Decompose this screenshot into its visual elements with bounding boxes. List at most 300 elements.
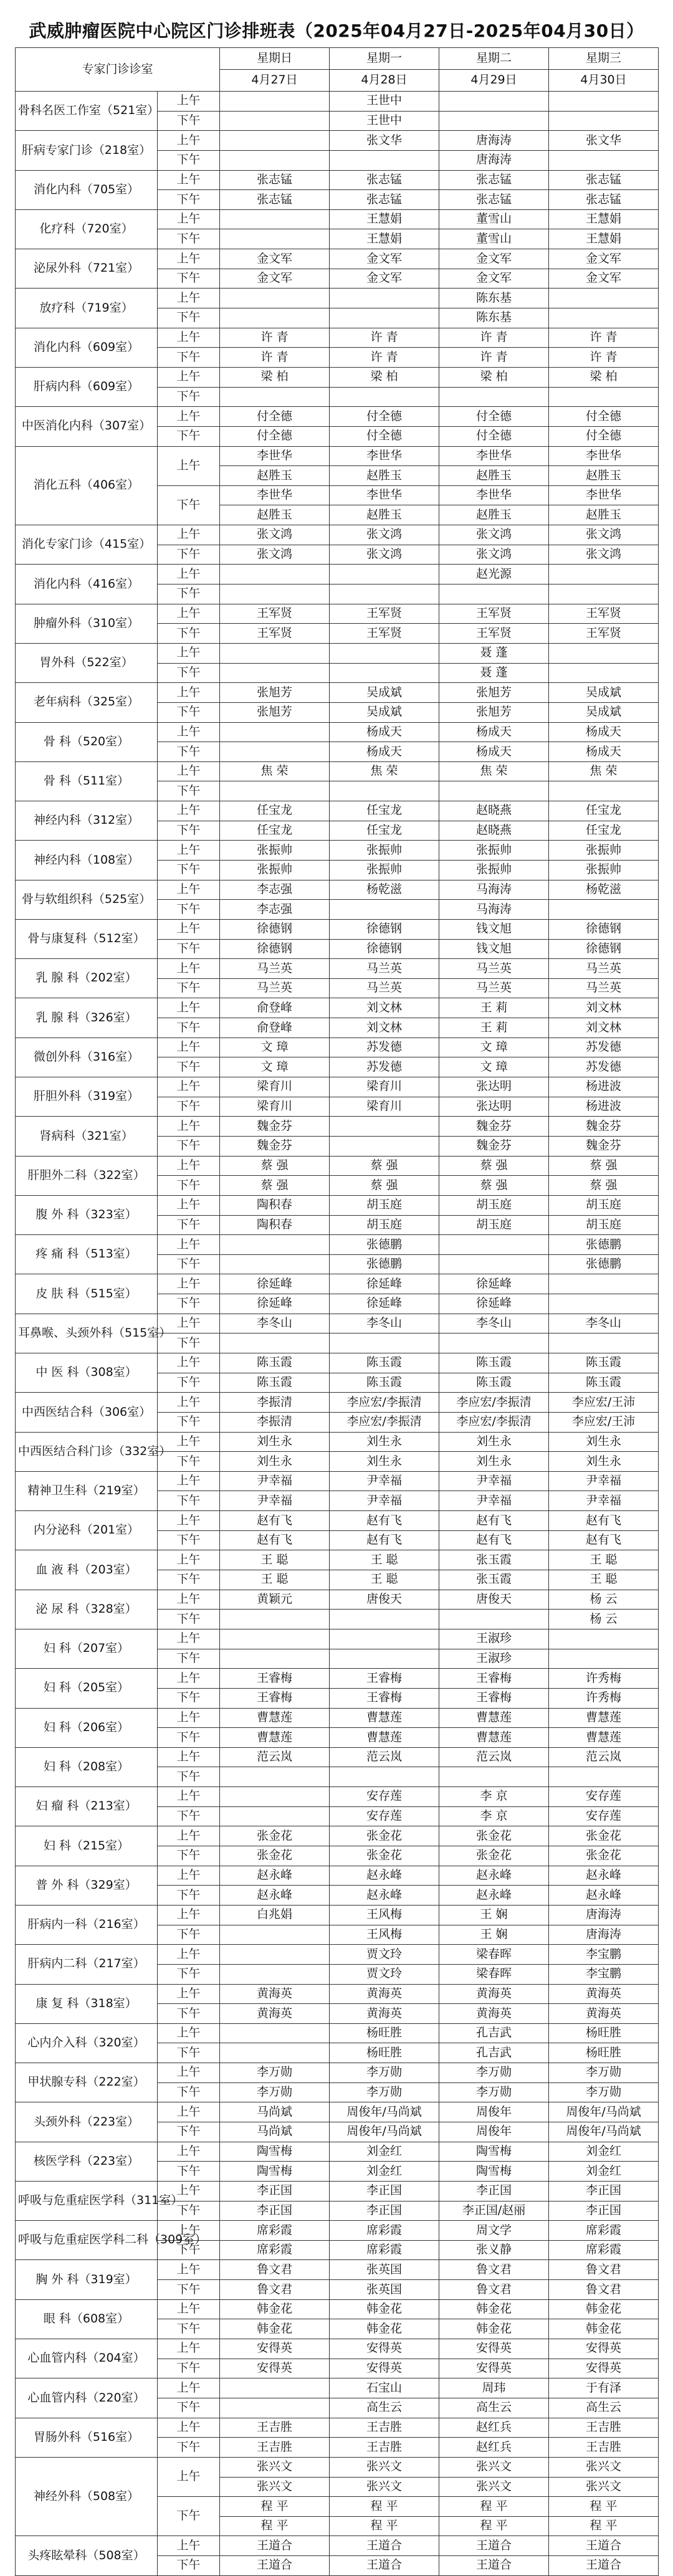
doctor-cell: 张振帅	[330, 860, 439, 880]
doctor-cell: 尹幸福	[330, 1471, 439, 1491]
doctor-cell: 周俊年/马尚斌	[330, 2102, 439, 2122]
department-name: 骨与软组织科（525室）	[16, 880, 158, 919]
doctor-cell: 梁育川	[330, 1077, 439, 1097]
doctor-cell	[220, 565, 330, 584]
doctor-cell	[439, 1254, 549, 1274]
session-label: 下午	[158, 1491, 220, 1511]
session-label: 上午	[158, 1156, 220, 1176]
doctor-cell: 陈玉霞	[220, 1373, 330, 1393]
doctor-cell: 李世华	[220, 446, 330, 466]
session-label: 上午	[158, 367, 220, 387]
doctor-cell: 尹幸福	[549, 1471, 659, 1491]
doctor-cell: 焦 荣	[330, 761, 439, 781]
doctor-cell: 王 聪	[330, 1550, 439, 1570]
session-label: 上午	[158, 1984, 220, 2004]
doctor-cell: 胡玉庭	[549, 1195, 659, 1215]
doctor-cell: 李正国/赵丽	[439, 2201, 549, 2221]
session-label: 上午	[158, 2102, 220, 2122]
doctor-cell: 唐海涛	[439, 150, 549, 170]
doctor-cell: 杨乾滋	[330, 880, 439, 900]
session-label: 下午	[158, 1333, 220, 1353]
doctor-cell: 陈玉霞	[330, 1353, 439, 1373]
doctor-cell	[439, 92, 549, 112]
doctor-cell: 曹慧莲	[330, 1728, 439, 1748]
session-label: 上午	[158, 722, 220, 742]
doctor-cell: 王道合	[220, 2556, 330, 2576]
doctor-cell: 黄海英	[330, 1984, 439, 2004]
doctor-cell	[220, 2378, 330, 2398]
doctor-cell: 李应宏/李振清	[439, 1412, 549, 1432]
doctor-cell: 魏金芬	[549, 1117, 659, 1137]
schedule-row	[16, 1117, 659, 1137]
doctor-cell: 梁育川	[330, 1097, 439, 1117]
doctor-cell: 尹幸福	[220, 1491, 330, 1511]
session-label: 下午	[158, 1057, 220, 1077]
doctor-cell: 金文军	[549, 249, 659, 269]
doctor-cell: 胡玉庭	[330, 1195, 439, 1215]
doctor-cell: 张文鸿	[549, 525, 659, 545]
doctor-cell: 张金花	[549, 1846, 659, 1866]
schedule-row	[16, 1077, 659, 1097]
doctor-cell: 徐德钢	[220, 939, 330, 959]
schedule-row	[16, 1156, 659, 1176]
doctor-cell	[330, 387, 439, 407]
doctor-cell: 王道合	[439, 2536, 549, 2556]
doctor-cell: 赵永峰	[439, 1886, 549, 1906]
doctor-cell: 赵永峰	[220, 1886, 330, 1906]
session-label: 下午	[158, 1176, 220, 1196]
doctor-cell	[549, 584, 659, 604]
department-name: 肝病内一科（216室）	[16, 1905, 158, 1944]
doctor-cell	[330, 1767, 439, 1787]
doctor-cell	[549, 1333, 659, 1353]
schedule-row	[16, 170, 659, 190]
doctor-cell: 文 璋	[439, 1038, 549, 1057]
doctor-cell: 尹幸福	[549, 1491, 659, 1511]
doctor-cell	[220, 742, 330, 762]
session-label: 上午	[158, 1866, 220, 1886]
doctor-cell	[220, 1235, 330, 1255]
session-label: 上午	[158, 2260, 220, 2280]
doctor-cell: 陶雪梅	[439, 2162, 549, 2182]
doctor-cell: 王睿梅	[439, 1688, 549, 1708]
doctor-cell: 许 青	[439, 348, 549, 368]
doctor-cell: 梁 柏	[330, 367, 439, 387]
schedule-row	[16, 1905, 659, 1925]
session-label: 上午	[158, 1511, 220, 1531]
doctor-cell: 马兰英	[330, 978, 439, 998]
doctor-cell: 张兴文	[330, 2477, 439, 2497]
session-label: 上午	[158, 1629, 220, 1649]
schedule-row	[16, 2181, 659, 2201]
department-name: 心血管内科（204室）	[16, 2339, 158, 2378]
session-label: 下午	[158, 111, 220, 131]
schedule-row	[16, 998, 659, 1018]
doctor-cell: 吴成斌	[549, 702, 659, 722]
doctor-cell: 王 莉	[439, 1018, 549, 1038]
doctor-cell: 高生云	[330, 2398, 439, 2418]
schedule-row	[16, 525, 659, 545]
doctor-cell: 王睿梅	[220, 1688, 330, 1708]
doctor-cell: 王 娴	[439, 1925, 549, 1945]
header-date: 4月30日	[549, 70, 659, 92]
doctor-cell: 许 青	[330, 348, 439, 368]
doctor-cell: 张金花	[220, 1846, 330, 1866]
session-label: 上午	[158, 446, 220, 485]
schedule-row	[16, 2142, 659, 2162]
doctor-cell: 蔡 强	[330, 1176, 439, 1196]
doctor-cell: 杨旺胜	[549, 2023, 659, 2043]
doctor-cell: 曹慧莲	[220, 1728, 330, 1748]
doctor-cell: 张兴文	[439, 2457, 549, 2477]
department-name: 甲状腺专科（222室）	[16, 2063, 158, 2102]
doctor-cell: 张德鹏	[549, 1254, 659, 1274]
doctor-cell: 刘生永	[220, 1432, 330, 1452]
session-label: 下午	[158, 2319, 220, 2339]
doctor-cell: 曹慧莲	[439, 1728, 549, 1748]
session-label: 上午	[158, 2418, 220, 2438]
session-label: 上午	[158, 1195, 220, 1215]
doctor-cell: 王军贤	[439, 604, 549, 624]
schedule-row	[16, 683, 659, 703]
doctor-cell: 付全德	[220, 407, 330, 427]
doctor-cell: 赵有飞	[549, 1530, 659, 1550]
doctor-cell: 安得英	[439, 2359, 549, 2378]
doctor-cell: 王风梅	[330, 1925, 439, 1945]
doctor-cell: 徐延峰	[439, 1274, 549, 1294]
department-name: 血 液 科（203室）	[16, 1550, 158, 1590]
doctor-cell: 马尚斌	[220, 2102, 330, 2122]
doctor-cell: 陶雪梅	[220, 2142, 330, 2162]
schedule-row	[16, 1708, 659, 1728]
schedule-row	[16, 407, 659, 427]
doctor-cell: 徐德钢	[220, 919, 330, 939]
doctor-cell: 杨成天	[330, 722, 439, 742]
session-label: 下午	[158, 1254, 220, 1274]
doctor-cell: 王道合	[220, 2536, 330, 2556]
doctor-cell: 张志锰	[549, 190, 659, 210]
session-label: 下午	[158, 1097, 220, 1117]
doctor-cell: 李正国	[220, 2181, 330, 2201]
schedule-row	[16, 1787, 659, 1807]
doctor-cell: 张达明	[439, 1097, 549, 1117]
doctor-cell: 任宝龙	[220, 801, 330, 821]
session-label: 上午	[158, 841, 220, 861]
department-name: 化疗科（720室）	[16, 209, 158, 249]
doctor-cell: 马海涛	[439, 880, 549, 900]
session-label: 上午	[158, 170, 220, 190]
doctor-cell	[439, 781, 549, 801]
doctor-cell: 李应宏/王沛	[549, 1412, 659, 1432]
department-name: 肿瘤外科（310室）	[16, 604, 158, 643]
doctor-cell: 张金花	[549, 1826, 659, 1846]
doctor-cell: 刘金红	[549, 2142, 659, 2162]
doctor-cell: 程 平	[549, 2497, 659, 2517]
doctor-cell	[439, 584, 549, 604]
session-label: 下午	[158, 2280, 220, 2300]
doctor-cell: 席彩霞	[549, 2240, 659, 2260]
session-label: 上午	[158, 919, 220, 939]
doctor-cell: 石宝山	[330, 2378, 439, 2398]
session-label: 下午	[158, 1530, 220, 1550]
schedule-row	[16, 1550, 659, 1570]
doctor-cell: 韩金花	[330, 2299, 439, 2319]
doctor-cell: 程 平	[439, 2497, 549, 2517]
session-label: 下午	[158, 2043, 220, 2063]
doctor-cell: 梁春晖	[439, 1964, 549, 1984]
doctor-cell: 于有泽	[549, 2378, 659, 2398]
doctor-cell: 马兰英	[439, 959, 549, 979]
schedule-row	[16, 367, 659, 387]
schedule-row	[16, 1235, 659, 1255]
department-name: 康 复 科（318室）	[16, 1984, 158, 2023]
doctor-cell	[220, 1610, 330, 1629]
doctor-cell: 黄海英	[330, 2004, 439, 2024]
department-name: 肝病内二科（217室）	[16, 1945, 158, 1984]
session-label: 下午	[158, 2398, 220, 2418]
department-name: 精神卫生科（219室）	[16, 1471, 158, 1510]
doctor-cell: 王 聪	[549, 1550, 659, 1570]
doctor-cell: 陈东基	[439, 289, 549, 308]
session-label: 上午	[158, 131, 220, 151]
doctor-cell: 王道合	[330, 2556, 439, 2576]
department-name: 肾病科（321室）	[16, 1117, 158, 1156]
doctor-cell: 金文军	[549, 269, 659, 289]
doctor-cell: 韩金花	[439, 2319, 549, 2339]
doctor-cell: 王道合	[330, 2536, 439, 2556]
doctor-cell: 马兰英	[220, 959, 330, 979]
doctor-cell: 杨成天	[439, 742, 549, 762]
session-label: 下午	[158, 348, 220, 368]
doctor-cell: 张志锰	[439, 190, 549, 210]
session-label: 上午	[158, 683, 220, 703]
doctor-cell	[330, 781, 439, 801]
department-name: 心血管内科（220室）	[16, 2378, 158, 2418]
doctor-cell: 刘文林	[330, 1018, 439, 1038]
doctor-cell: 孔吉武	[439, 2043, 549, 2063]
doctor-cell: 文 璋	[220, 1057, 330, 1077]
doctor-cell	[549, 1649, 659, 1669]
doctor-cell: 张文鸿	[220, 545, 330, 565]
session-label: 上午	[158, 2378, 220, 2398]
department-name: 呼吸与危重症医学科（311室）	[16, 2181, 158, 2220]
doctor-cell: 马兰英	[549, 978, 659, 998]
doctor-cell: 任宝龙	[549, 801, 659, 821]
department-name: 骨 科（520室）	[16, 722, 158, 761]
doctor-cell: 王睿梅	[220, 1669, 330, 1689]
doctor-cell: 张文鸿	[549, 545, 659, 565]
schedule-row	[16, 1393, 659, 1413]
doctor-cell: 张金花	[220, 1826, 330, 1846]
doctor-cell	[549, 387, 659, 407]
schedule-row	[16, 1195, 659, 1215]
department-name: 内分泌科（201室）	[16, 1511, 158, 1550]
doctor-cell: 张兴文	[549, 2457, 659, 2477]
doctor-cell: 徐德钢	[330, 939, 439, 959]
doctor-cell: 席彩霞	[330, 2221, 439, 2241]
doctor-cell: 王吉胜	[220, 2438, 330, 2458]
session-label: 下午	[158, 2240, 220, 2260]
doctor-cell: 任宝龙	[330, 821, 439, 841]
doctor-cell: 刘文林	[549, 998, 659, 1018]
schedule-row	[16, 2063, 659, 2083]
doctor-cell	[549, 289, 659, 308]
department-name: 耳鼻喉、头颈外科（515室）	[16, 1314, 158, 1353]
department-name: 消化内科（416室）	[16, 565, 158, 604]
doctor-cell: 张金花	[330, 1826, 439, 1846]
department-name: 中 医 科（308室）	[16, 1353, 158, 1393]
doctor-cell: 安得英	[330, 2359, 439, 2378]
schedule-row	[16, 841, 659, 861]
doctor-cell: 赵有飞	[330, 1530, 439, 1550]
session-label: 上午	[158, 880, 220, 900]
doctor-cell	[330, 663, 439, 683]
doctor-cell: 王 娴	[439, 1905, 549, 1925]
doctor-cell	[330, 643, 439, 663]
doctor-cell: 席彩霞	[549, 2221, 659, 2241]
doctor-cell: 李宝鹏	[549, 1964, 659, 1984]
doctor-cell: 张振帅	[220, 841, 330, 861]
doctor-cell	[439, 1610, 549, 1629]
department-name: 骨与康复科（512室）	[16, 919, 158, 958]
schedule-row	[16, 880, 659, 900]
session-label: 上午	[158, 2063, 220, 2083]
doctor-cell: 付全德	[439, 407, 549, 427]
department-name: 呼吸与危重症医学科二科（309室）	[16, 2221, 158, 2260]
session-label: 下午	[158, 1806, 220, 1826]
session-label: 下午	[158, 269, 220, 289]
doctor-cell: 赵永峰	[220, 1866, 330, 1886]
doctor-cell: 胡玉庭	[439, 1215, 549, 1235]
doctor-cell	[220, 289, 330, 308]
doctor-cell: 徐德钢	[549, 939, 659, 959]
doctor-cell: 许 青	[439, 328, 549, 348]
doctor-cell: 鲁文君	[549, 2260, 659, 2280]
session-label: 上午	[158, 2181, 220, 2201]
doctor-cell: 徐德钢	[549, 919, 659, 939]
doctor-cell: 梁育川	[220, 1097, 330, 1117]
doctor-cell	[439, 1767, 549, 1787]
session-label: 上午	[158, 643, 220, 663]
doctor-cell	[439, 1333, 549, 1353]
doctor-cell: 安得英	[549, 2359, 659, 2378]
doctor-cell	[330, 150, 439, 170]
doctor-cell: 赵胜玉	[220, 505, 330, 525]
doctor-cell	[330, 1649, 439, 1669]
schedule-row	[16, 446, 659, 466]
doctor-cell: 赵永峰	[549, 1886, 659, 1906]
doctor-cell: 陈玉霞	[439, 1373, 549, 1393]
session-label: 上午	[158, 2536, 220, 2556]
doctor-cell: 张文华	[330, 131, 439, 151]
schedule-row	[16, 1274, 659, 1294]
doctor-cell	[220, 131, 330, 151]
doctor-cell: 王军贤	[330, 604, 439, 624]
department-name: 泌 尿 科（328室）	[16, 1590, 158, 1629]
department-name: 乳 腺 科（326室）	[16, 998, 158, 1038]
doctor-cell: 张德鹏	[330, 1254, 439, 1274]
doctor-cell: 程 平	[549, 2516, 659, 2536]
doctor-cell: 许 青	[330, 328, 439, 348]
session-label: 上午	[158, 249, 220, 269]
schedule-row	[16, 131, 659, 151]
doctor-cell: 王 聪	[220, 1550, 330, 1570]
doctor-cell: 张文鸿	[439, 525, 549, 545]
session-label: 上午	[158, 959, 220, 979]
schedule-row	[16, 1866, 659, 1886]
doctor-cell: 苏发德	[330, 1038, 439, 1057]
doctor-cell	[549, 1629, 659, 1649]
doctor-cell: 曹慧莲	[220, 1708, 330, 1728]
doctor-cell: 安得英	[220, 2339, 330, 2359]
doctor-cell: 胡玉庭	[439, 1195, 549, 1215]
session-label: 下午	[158, 1570, 220, 1590]
doctor-cell: 聂 蓬	[439, 643, 549, 663]
doctor-cell: 程 平	[220, 2516, 330, 2536]
schedule-row	[16, 1590, 659, 1610]
doctor-cell: 王吉胜	[330, 2438, 439, 2458]
doctor-cell: 李万勋	[549, 2063, 659, 2083]
doctor-cell: 刘生永	[439, 1452, 549, 1472]
doctor-cell: 张文鸿	[220, 525, 330, 545]
doctor-cell: 陈玉霞	[439, 1353, 549, 1373]
department-name: 妇 瘤 科（213室）	[16, 1787, 158, 1826]
doctor-cell: 周俊年/马尚斌	[549, 2102, 659, 2122]
doctor-cell	[220, 1649, 330, 1669]
department-name: 老年病科（325室）	[16, 683, 158, 722]
doctor-cell: 程 平	[330, 2516, 439, 2536]
department-name: 肝胆外二科（322室）	[16, 1156, 158, 1195]
doctor-cell: 孔吉武	[439, 2023, 549, 2043]
doctor-cell	[220, 1787, 330, 1807]
session-label: 下午	[158, 1964, 220, 1984]
session-label: 下午	[158, 1610, 220, 1629]
doctor-cell: 赵永峰	[330, 1886, 439, 1906]
doctor-cell: 苏发德	[549, 1038, 659, 1057]
session-label: 下午	[158, 1886, 220, 1906]
session-label: 上午	[158, 2339, 220, 2359]
doctor-cell: 王吉胜	[549, 2418, 659, 2438]
session-label: 下午	[158, 485, 220, 525]
department-name: 放疗科（719室）	[16, 289, 158, 328]
doctor-cell: 赵永峰	[439, 1866, 549, 1886]
department-name: 肝病内科（609室）	[16, 367, 158, 406]
doctor-cell: 赵有飞	[220, 1511, 330, 1531]
doctor-cell: 陶雪梅	[220, 2162, 330, 2182]
session-label: 上午	[158, 1826, 220, 1846]
doctor-cell: 唐海涛	[549, 1905, 659, 1925]
doctor-cell: 赵有飞	[439, 1530, 549, 1550]
doctor-cell: 张达明	[439, 1077, 549, 1097]
doctor-cell: 王军贤	[439, 624, 549, 644]
session-label: 下午	[158, 742, 220, 762]
doctor-cell: 王睿梅	[439, 1669, 549, 1689]
doctor-cell: 杨乾滋	[549, 880, 659, 900]
doctor-cell: 蔡 强	[549, 1156, 659, 1176]
doctor-cell: 张文鸿	[330, 525, 439, 545]
doctor-cell: 杨成天	[439, 722, 549, 742]
doctor-cell: 刘文林	[549, 1018, 659, 1038]
doctor-cell: 赵胜玉	[439, 505, 549, 525]
doctor-cell: 付全德	[549, 407, 659, 427]
doctor-cell	[220, 643, 330, 663]
doctor-cell: 李万勋	[330, 2063, 439, 2083]
session-label: 上午	[158, 1038, 220, 1057]
schedule-row	[16, 2536, 659, 2556]
doctor-cell: 赵有飞	[330, 1511, 439, 1531]
schedule-row	[16, 1471, 659, 1491]
doctor-cell: 黄海英	[549, 2004, 659, 2024]
